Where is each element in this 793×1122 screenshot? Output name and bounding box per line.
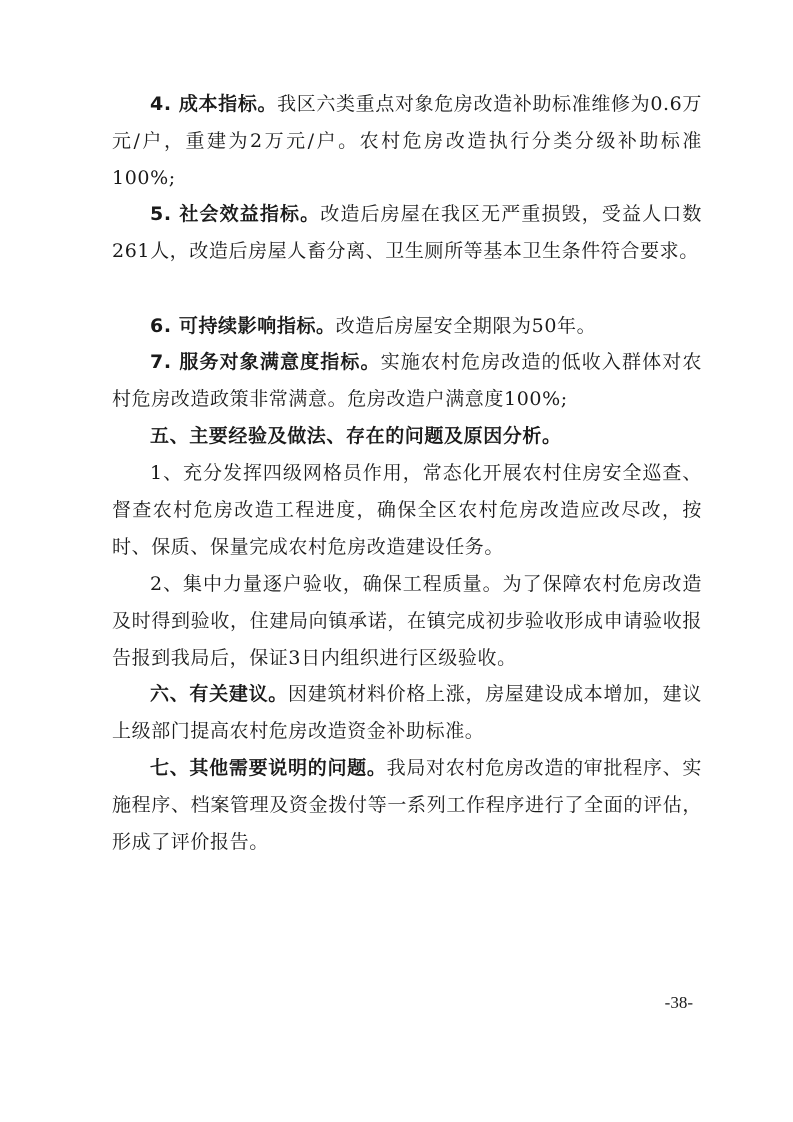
heading-section-five: 五、主要经验及做法、存在的问题及原因分析。: [150, 425, 562, 447]
heading-sustainability: 6. 可持续影响指标。: [150, 315, 336, 337]
text-experience-2: 2、集中力量逐户验收，确保工程质量。为了保障农村危房改造及时得到验收，住建局向镇承诺，在镇完成初步验收形成申请验收报告报到我局后，保证3日内组织进行区级验收。: [112, 573, 702, 669]
paragraph-cost-indicator: [112, 86, 702, 197]
paragraph-other-issues: [112, 750, 702, 861]
text-satisfaction: 实施农村危房改造的低收入群体对农村危房改造政策非常满意。危房改造户满意度100%;: [112, 351, 702, 410]
text-social-benefit: 改造后房屋在我区无严重损毁，受益人口数261人，改造后房屋人畜分离、卫生厕所等基本卫生条件符合要求。: [112, 203, 702, 262]
heading-social-benefit: 5. 社会效益指标。: [150, 203, 321, 225]
paragraph-social-benefit: [112, 196, 702, 270]
paragraph-experience-2: [112, 566, 702, 677]
text-other-issues: 我局对农村危房改造的审批程序、实施程序、档案管理及资金拨付等一系列工作程序进行了全面的评估，形成了评价报告。: [112, 757, 702, 853]
heading-other-issues: 七、其他需要说明的问题。: [150, 757, 387, 779]
text-sustainability: 改造后房屋安全期限为50年。: [335, 315, 597, 337]
paragraph-satisfaction: [112, 344, 702, 418]
paragraph-experience-1: [112, 455, 702, 566]
heading-cost-indicator: 4. 成本指标。: [150, 93, 278, 115]
paragraph-suggestions: [112, 676, 702, 750]
heading-satisfaction: 7. 服务对象满意度指标。: [150, 351, 381, 373]
text-cost-indicator: 我区六类重点对象危房改造补助标准维修为0.6万元/户，重建为2万元/户。农村危房改造执行分类分级补助标准100%;: [112, 93, 702, 189]
text-suggestions: 因建筑材料价格上涨，房屋建设成本增加，建议上级部门提高农村危房改造资金补助标准。: [112, 683, 702, 742]
text-experience-1: 1、充分发挥四级网格员作用，常态化开展农村住房安全巡查、督查农村危房改造工程进度，确保全区农村危房改造应改尽改，按时、保质、保量完成农村危房改造建设任务。: [112, 462, 702, 558]
page-number: -38-: [664, 993, 693, 1012]
heading-suggestions: 六、有关建议。: [150, 683, 289, 705]
paragraph-sustainability: [112, 308, 702, 345]
paragraph-section-five: [112, 418, 702, 455]
